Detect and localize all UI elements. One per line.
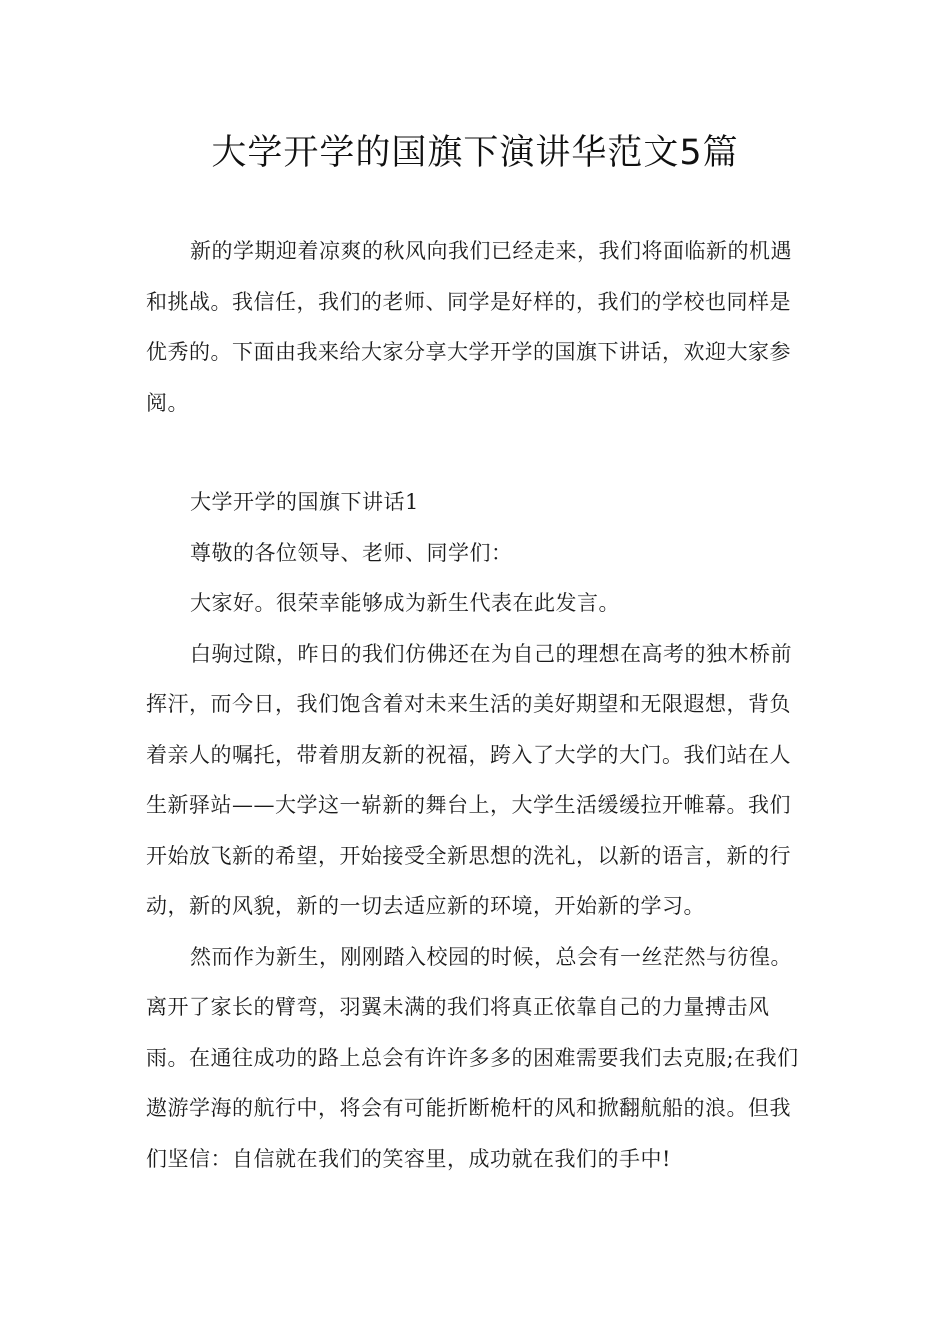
document-title: 大学开学的国旗下演讲华范文5篇 — [211, 133, 739, 173]
speech-section — [146, 477, 806, 1184]
section-heading: 大学开学的国旗下讲话1 — [190, 490, 419, 514]
salutation: 尊敬的各位领导、老师、同学们： — [190, 540, 513, 565]
greeting: 大家好。很荣幸能够成为新生代表在此发言。 — [190, 591, 620, 615]
speech-paragraph-1: 白驹过隙，昨日的我们仿佛还在为自己的理想在高考的独木桥前挥汗，而今日，我们饱含着对未来生活的美好期望和无限遐想，背负着亲人的嘱托，带着朋友新的祝福，跨入了大学的大门。我们站在人生新驿站——大学这一崭新的舞台上，大学生活缓缓拉开帷幕。我们开始放飞新的希望，开始接受全新思想的洗礼，以新的语言，新的行动，新的风貌，新的一切去适应新的环境，开始新的学习。 — [146, 641, 792, 918]
speech-paragraph-2: 然而作为新生，刚刚踏入校园的时候，总会有一丝茫然与彷徨。离开了家长的臂弯，羽翼未满的我们将真正依靠自己的力量搏击风雨。在通往成功的路上总会有许许多多的困难需要我们去克服;在我们遨游学海的航行中，将会有可能折断桅杆的风和掀翻航船的浪。但我们坚信：自信就在我们的笑容里，成功就在我们的手中! — [146, 944, 799, 1171]
intro-block — [146, 226, 806, 428]
intro-paragraph: 新的学期迎着凉爽的秋风向我们已经走来，我们将面临新的机遇和挑战。我信任，我们的老师、同学是好样的，我们的学校也同样是优秀的。下面由我来给大家分享大学开学的国旗下讲话，欢迎大家参阅。 — [146, 239, 792, 415]
